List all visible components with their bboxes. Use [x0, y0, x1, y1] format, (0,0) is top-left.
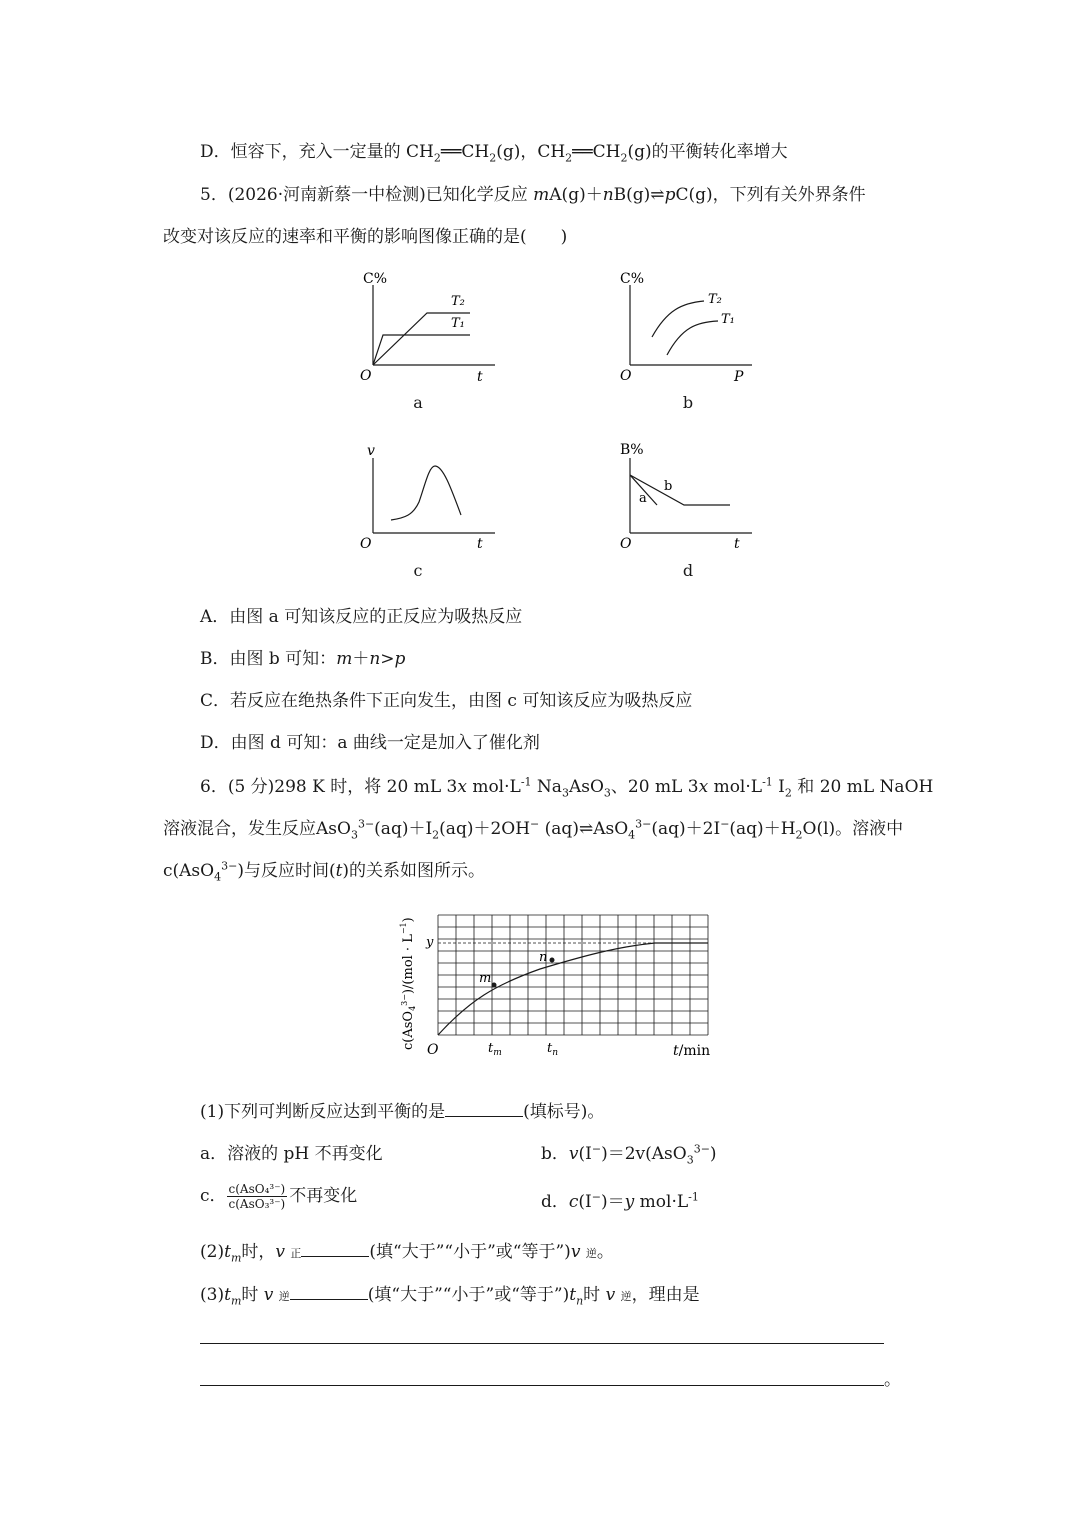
figB-xlabel: P — [734, 369, 744, 385]
graph-y-mark: y — [426, 935, 434, 950]
graph-point-n: n — [539, 950, 548, 965]
graph-tick-tm: $t_m$ — [488, 1041, 502, 1058]
q6-opt-c — [200, 1182, 357, 1211]
point-m — [492, 983, 497, 988]
answer-line-1[interactable] — [200, 1343, 884, 1344]
graph-point-m: m — [479, 971, 492, 986]
q6-stem-line2: 溶液混合，发生反应$AsO_3^{3-}(aq)+I_2(aq)+2OH^-$ $(aq)\rightleftharpoons AsO_4^{3-}(aq)+2I^-(aq)+H_2O(l)$。溶液中 — [163, 817, 904, 842]
q6-opt-d: d．c(I−)＝y $mol\cdot L^{-1}$ — [541, 1190, 699, 1212]
figC-ylabel: v — [367, 443, 375, 459]
graph-xlabel: t/min — [673, 1043, 711, 1059]
q6-stem-line3: c(AsO$_4^{3-}$)与反应时间(t)的关系如图所示。 — [163, 859, 486, 884]
q5-option-a: A．由图 a 可知该反应的正反应为吸热反应 — [200, 607, 523, 627]
q6-sub2: $(2)t_m$时，v 正 (填“大于”“小于”或“等于”)v 逆。 — [200, 1238, 614, 1266]
q6-sub3: $(3)t_m$时 v 逆 (填“大于”“小于”或“等于$”)t_n$时 v 逆，理由是 — [200, 1281, 700, 1309]
q6-stem-line1: 6．(5 分)298 K 时，将 20 mL 3x $mol\cdot L^{-1}$ $Na_3AsO_3$、20 mL 3x $mol\cdot L^{-1}$ $I_2$ 和 20 mL NaOH — [200, 775, 934, 800]
q6-opt-a: a．溶液的 pH 不再变化 — [200, 1144, 383, 1164]
opt-c-numerator: c(AsO₄³⁻) — [228, 1182, 286, 1196]
figure-d — [612, 440, 762, 560]
graph-tick-tn: $t_n$ — [547, 1041, 559, 1058]
point-n — [550, 958, 555, 963]
q6-sub1: (1)下列可判断反应达到平衡的是 (填标号)。 — [200, 1098, 604, 1124]
figure-c — [355, 440, 505, 560]
q5-option-d: D．由图 d 可知：a 曲线一定是加入了催化剂 — [200, 733, 540, 753]
figC-origin: O — [360, 536, 372, 552]
figD-curve-b: b — [664, 479, 673, 494]
q5-option-c: C．若反应在绝热条件下正向发生，由图 c 可知该反应为吸热反应 — [200, 691, 693, 711]
figure-c-label: c — [413, 561, 423, 580]
answer-end-mark: 。 — [884, 1370, 901, 1390]
figA-xlabel: t — [477, 369, 483, 385]
figB-t1: T₁ — [721, 312, 735, 327]
figD-curve-a: a — [639, 491, 647, 506]
figD-xlabel: t — [734, 536, 740, 552]
opt-c-fraction — [227, 1182, 288, 1211]
prev-option-d: D．恒容下，充入一定量的 $CH_2══CH_2(g)$，$CH_2══CH_2(g)$的平衡转化率增大 — [200, 142, 788, 165]
figure-a-label: a — [413, 393, 423, 412]
figure-b — [612, 265, 762, 390]
answer-blank-2[interactable] — [301, 1238, 369, 1257]
figB-t2: T₂ — [708, 292, 722, 307]
answer-blank-3[interactable] — [290, 1281, 368, 1300]
opt-c-denominator: c(AsO₃³⁻) — [228, 1197, 286, 1211]
q5-stem-line1: 5．(2026·河南新蔡一中检测)已知化学反应 mA(g)＋nB(g)⇌pC(g)，下列有关外界条件 — [200, 185, 866, 205]
figD-ylabel: B% — [620, 442, 644, 458]
graph-origin: O — [427, 1042, 439, 1058]
graph-ylabel: $c(AsO_4^{3-})/(mol \cdot L^{-1})$ — [399, 917, 417, 1050]
figure-a — [355, 265, 505, 390]
figure-d-label: d — [682, 561, 694, 580]
q6-graph — [390, 905, 720, 1065]
figure-b-label: b — [682, 393, 694, 412]
figA-t1: T₁ — [451, 316, 465, 331]
figB-ylabel: C% — [620, 271, 645, 287]
q5-option-b: B．由图 b 可知：m＋n>p — [200, 649, 406, 669]
figB-origin: O — [620, 368, 632, 384]
figA-ylabel: C% — [363, 271, 388, 287]
figD-origin: O — [620, 536, 632, 552]
figA-t2: T₂ — [451, 294, 465, 309]
opt-c-suffix: 不再变化 — [289, 1186, 358, 1206]
figA-origin: O — [360, 368, 372, 384]
q5-stem-line2: 改变对该反应的速率和平衡的影响图像正确的是( ) — [163, 227, 568, 247]
q6-opt-b: b．v(I−)＝2v(AsO$_3^{3-}$) — [541, 1142, 717, 1167]
opt-c-prefix: c． — [200, 1186, 227, 1206]
answer-line-2[interactable] — [200, 1385, 884, 1386]
figC-xlabel: t — [477, 536, 483, 552]
answer-blank-1[interactable] — [445, 1098, 523, 1117]
